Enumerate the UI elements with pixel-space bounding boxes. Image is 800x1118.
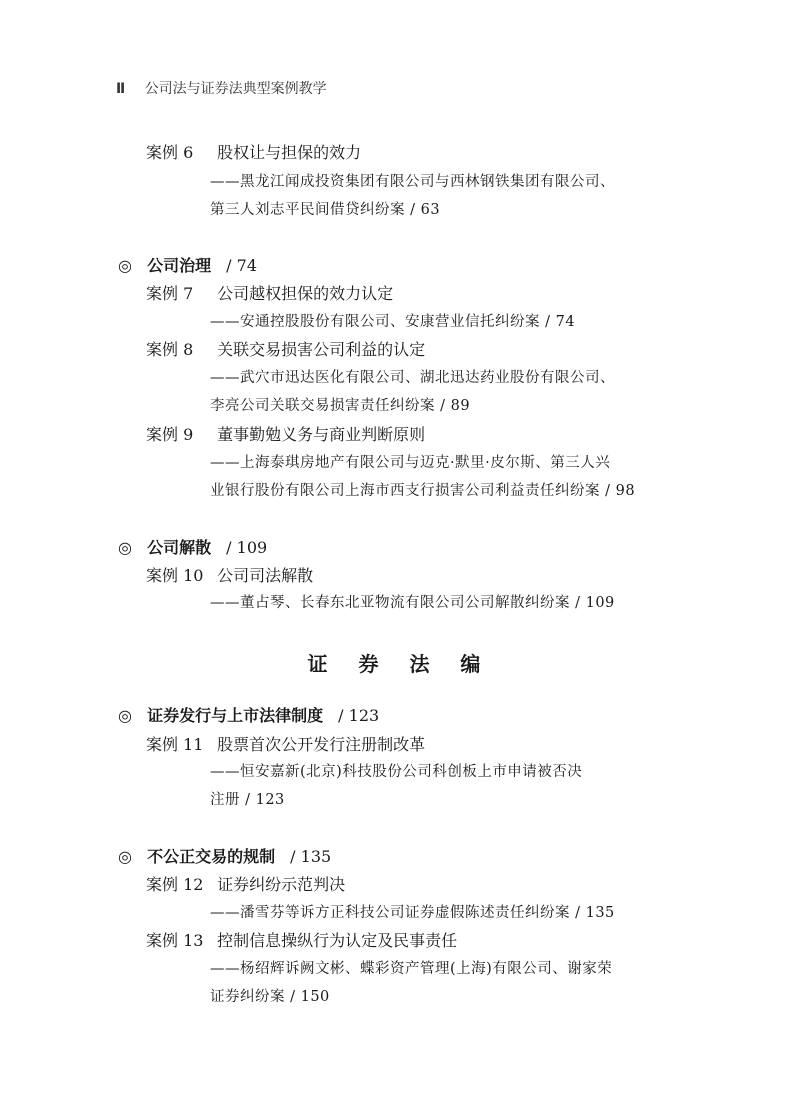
section-company-governance[interactable] xyxy=(118,255,257,277)
case-12-heading[interactable] xyxy=(146,874,345,896)
case-9-subtitle-line-1: ——上海泰琪房地产有限公司与迈克·默里·皮尔斯、第三人兴 xyxy=(210,455,611,471)
running-header xyxy=(116,78,327,98)
case-8-subtitle-line-2: 李亮公司关联交易损害责任纠纷案 / 89 xyxy=(210,398,471,414)
section-page: / 74 xyxy=(226,256,258,275)
section-page: / 123 xyxy=(338,706,380,725)
case-title: 控制信息操纵行为认定及民事责任 xyxy=(217,931,458,950)
case-6-subtitle-line-2: 第三人刘志平民间借贷纠纷案 / 63 xyxy=(210,202,441,218)
section-title: 公司治理 xyxy=(147,256,212,275)
case-label: 案例 11 xyxy=(146,735,204,754)
case-13-heading[interactable] xyxy=(146,930,457,952)
bullet-icon: ◎ xyxy=(118,706,132,725)
case-13-subtitle-line-1: ——杨绍辉诉阙文彬、蝶彩资产管理(上海)有限公司、谢家荣 xyxy=(210,961,613,977)
case-label: 案例 13 xyxy=(146,931,204,950)
page-number: Ⅱ xyxy=(116,81,127,97)
case-10-subtitle-line-1: ——董占琴、长春东北亚物流有限公司公司解散纠纷案 / 109 xyxy=(210,595,615,611)
case-8-subtitle-line-1: ——武穴市迅达医化有限公司、湖北迅达药业股份有限公司、 xyxy=(210,370,615,386)
case-label: 案例 8 xyxy=(146,340,194,359)
case-label: 案例 6 xyxy=(146,143,194,162)
case-label: 案例 9 xyxy=(146,425,194,444)
section-unfair-trading[interactable] xyxy=(118,846,331,868)
case-7-heading[interactable] xyxy=(146,283,393,305)
case-12-subtitle-line-1: ——潘雪芬等诉方正科技公司证券虚假陈述责任纠纷案 / 135 xyxy=(210,905,615,921)
case-title: 关联交易损害公司利益的认定 xyxy=(217,340,426,359)
bullet-icon: ◎ xyxy=(118,847,132,866)
part-title: 证 券 法 编 xyxy=(307,652,493,676)
section-title: 不公正交易的规制 xyxy=(147,847,276,866)
case-title: 董事勤勉义务与商业判断原则 xyxy=(217,425,426,444)
case-6-subtitle-line-1: ——黑龙江闻成投资集团有限公司与西林钢铁集团有限公司、 xyxy=(210,174,615,190)
section-company-dissolution[interactable] xyxy=(118,537,267,559)
case-9-subtitle-line-2: 业银行股份有限公司上海市西支行损害公司利益责任纠纷案 / 98 xyxy=(210,483,636,499)
case-label: 案例 12 xyxy=(146,875,204,894)
case-9-heading[interactable] xyxy=(146,424,425,446)
case-7-subtitle-line-1: ——安通控股股份有限公司、安康营业信托纠纷案 / 74 xyxy=(210,314,576,330)
case-title: 股权让与担保的效力 xyxy=(217,143,362,162)
case-8-heading[interactable] xyxy=(146,339,425,361)
section-title: 证券发行与上市法律制度 xyxy=(147,706,324,725)
case-label: 案例 10 xyxy=(146,566,204,585)
case-13-subtitle-line-2: 证券纠纷案 / 150 xyxy=(210,989,330,1005)
section-title: 公司解散 xyxy=(147,538,212,557)
section-page: / 109 xyxy=(226,538,268,557)
section-page: / 135 xyxy=(290,847,332,866)
case-title: 股票首次公开发行注册制改革 xyxy=(217,735,426,754)
case-11-heading[interactable] xyxy=(146,734,425,756)
section-securities-issuance[interactable] xyxy=(118,705,379,727)
case-label: 案例 7 xyxy=(146,284,194,303)
bullet-icon: ◎ xyxy=(118,538,132,557)
case-6-heading[interactable] xyxy=(146,142,361,164)
bullet-icon: ◎ xyxy=(118,256,132,275)
case-title: 公司越权担保的效力认定 xyxy=(217,284,394,303)
case-10-heading[interactable] xyxy=(146,565,313,587)
case-11-subtitle-line-1: ——恒安嘉新(北京)科技股份公司科创板上市申请被否决 xyxy=(210,764,583,780)
case-title: 公司司法解散 xyxy=(217,566,314,585)
book-title: 公司法与证券法典型案例教学 xyxy=(144,81,327,97)
case-11-subtitle-line-2: 注册 / 123 xyxy=(210,792,285,808)
case-title: 证券纠纷示范判决 xyxy=(217,875,346,894)
